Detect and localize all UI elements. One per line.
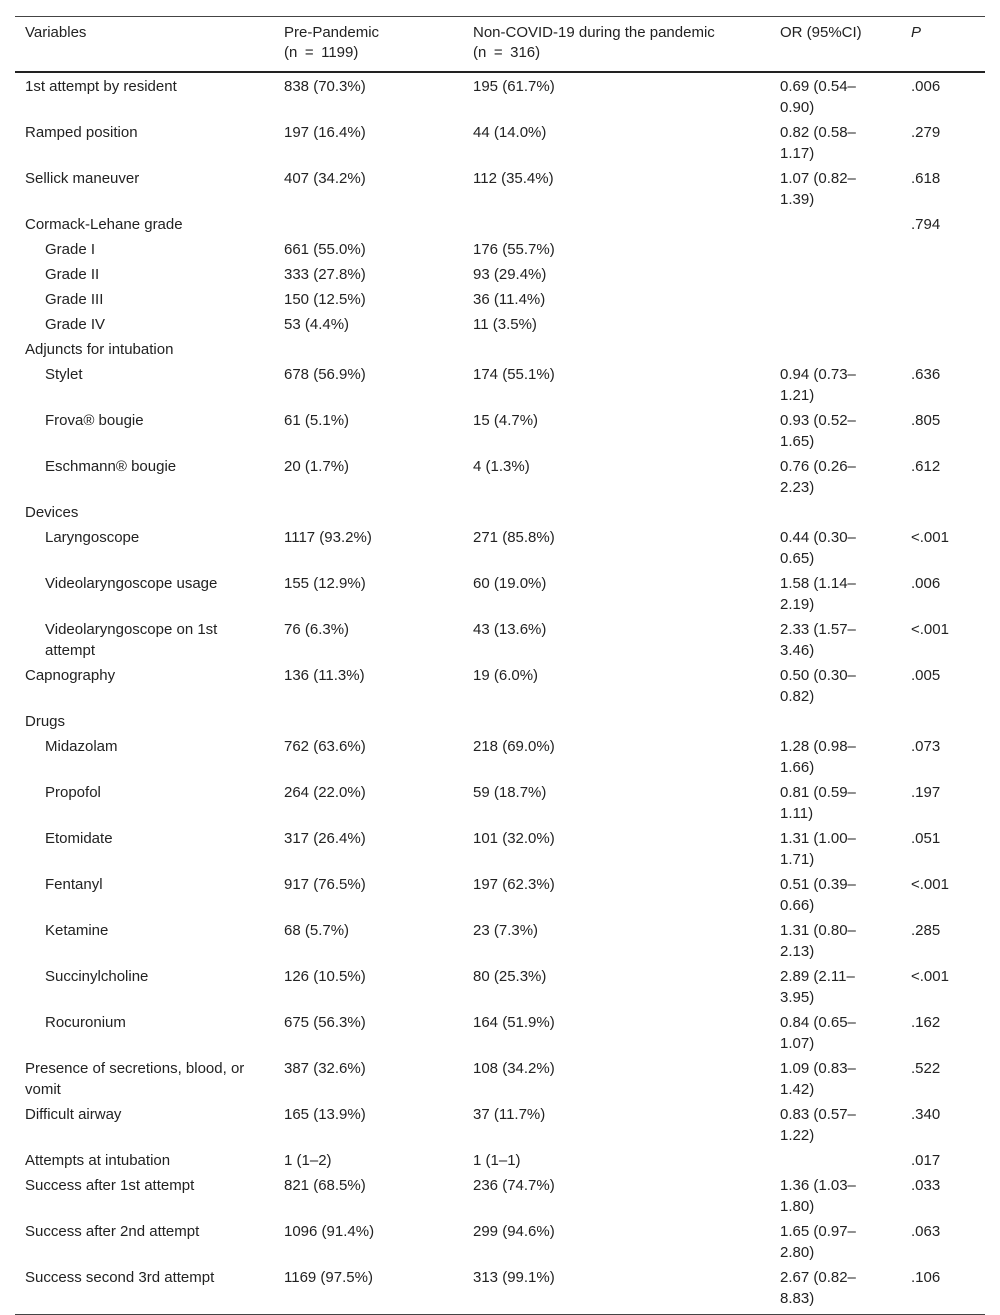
- cell-or: 1.07 (0.82– 1.39): [780, 170, 856, 208]
- cell-variable: Capnography: [25, 667, 116, 684]
- cell-or: 0.69 (0.54– 0.90): [780, 78, 856, 116]
- cell-or: [770, 337, 901, 362]
- cell-or: 2.89 (2.11– 3.95): [780, 968, 855, 1006]
- cell-p: .033: [911, 1177, 941, 1194]
- cell-pre-pandemic: 1117 (93.2%): [284, 529, 372, 546]
- cell-pre-pandemic: 1096 (91.4%): [284, 1223, 375, 1240]
- header-non-covid: [463, 17, 770, 73]
- cell-or: 1.36 (1.03– 1.80): [780, 1177, 856, 1215]
- table-row: [15, 262, 985, 287]
- table-row: [15, 663, 985, 709]
- cell-pre-pandemic: [274, 709, 463, 734]
- cell-variable: Attempts at intubation: [25, 1152, 171, 1169]
- cell-variable: Laryngoscope: [45, 529, 140, 546]
- header-p: [901, 17, 985, 73]
- cell-or: 1.31 (1.00– 1.71): [780, 830, 856, 868]
- table-row: [15, 362, 985, 408]
- cell-p: <.001: [911, 621, 949, 638]
- cell-variable: Grade II: [45, 266, 100, 283]
- cell-p: .340: [911, 1106, 941, 1123]
- table-row: [15, 454, 985, 500]
- cell-p: .051: [911, 830, 941, 847]
- cell-non-covid: 101 (32.0%): [473, 830, 555, 847]
- cell-variable: Videolaryngoscope usage: [45, 575, 218, 592]
- cell-or: 0.81 (0.59– 1.11): [780, 784, 856, 822]
- cell-non-covid: 19 (6.0%): [473, 667, 539, 684]
- cell-pre-pandemic: 53 (4.4%): [284, 316, 350, 333]
- cell-p: .106: [911, 1269, 941, 1286]
- cell-p: [901, 337, 985, 362]
- cell-non-covid: 93 (29.4%): [473, 266, 547, 283]
- cell-pre-pandemic: 678 (56.9%): [284, 366, 366, 383]
- cell-variable: Propofol: [45, 784, 101, 801]
- cell-or: [770, 237, 901, 262]
- cell-or: 0.84 (0.65– 1.07): [780, 1014, 856, 1052]
- cell-non-covid: 195 (61.7%): [473, 78, 555, 95]
- cell-pre-pandemic: 20 (1.7%): [284, 458, 350, 475]
- cell-non-covid: 176 (55.7%): [473, 241, 555, 258]
- cell-non-covid: 80 (25.3%): [473, 968, 547, 985]
- cell-variable: Succinylcholine: [45, 968, 149, 985]
- cell-non-covid: 313 (99.1%): [473, 1269, 555, 1286]
- cell-non-covid: [463, 337, 770, 362]
- cell-or: 1.58 (1.14– 2.19): [780, 575, 856, 613]
- cell-or: 0.76 (0.26– 2.23): [780, 458, 856, 496]
- cell-p: .794: [911, 216, 941, 233]
- cell-pre-pandemic: [274, 212, 463, 237]
- table-row: [15, 571, 985, 617]
- table-row: [15, 617, 985, 663]
- cell-p: [901, 500, 985, 525]
- cell-p: .197: [911, 784, 941, 801]
- cell-variable: Success after 1st attempt: [25, 1177, 195, 1194]
- cell-non-covid: 23 (7.3%): [473, 922, 539, 939]
- cell-non-covid: 60 (19.0%): [473, 575, 547, 592]
- cell-non-covid: 59 (18.7%): [473, 784, 547, 801]
- table-row: [15, 120, 985, 166]
- cell-pre-pandemic: 150 (12.5%): [284, 291, 366, 308]
- cell-p: <.001: [911, 876, 949, 893]
- cell-or: 0.94 (0.73– 1.21): [780, 366, 856, 404]
- cell-variable: Videolaryngoscope on 1st attempt: [45, 621, 218, 659]
- cell-p: [901, 312, 985, 337]
- cell-pre-pandemic: 387 (32.6%): [284, 1060, 366, 1077]
- header-pre-n: (n = 1199): [284, 44, 359, 61]
- cell-pre-pandemic: 68 (5.7%): [284, 922, 350, 939]
- cell-p: .279: [911, 124, 941, 141]
- cell-or: 0.50 (0.30– 0.82): [780, 667, 856, 705]
- table-row: [15, 287, 985, 312]
- cell-p: .636: [911, 366, 941, 383]
- cell-or: 1.65 (0.97– 2.80): [780, 1223, 856, 1261]
- cell-variable: Adjuncts for intubation: [25, 341, 174, 358]
- table-row: [15, 525, 985, 571]
- cell-p: <.001: [911, 968, 949, 985]
- cell-or: [770, 212, 901, 237]
- cell-variable: Frova® bougie: [45, 412, 144, 429]
- header-variables-label: Variables: [25, 24, 87, 41]
- table-row: [15, 500, 985, 525]
- cell-or: 0.82 (0.58– 1.17): [780, 124, 856, 162]
- cell-non-covid: 4 (1.3%): [473, 458, 530, 475]
- table-row: [15, 1173, 985, 1219]
- data-table: [15, 16, 985, 1315]
- cell-or: [770, 500, 901, 525]
- cell-pre-pandemic: 762 (63.6%): [284, 738, 366, 755]
- cell-variable: Drugs: [25, 713, 66, 730]
- cell-pre-pandemic: 126 (10.5%): [284, 968, 366, 985]
- header-variables: [15, 17, 274, 73]
- cell-p: .017: [911, 1152, 941, 1169]
- cell-non-covid: 218 (69.0%): [473, 738, 555, 755]
- table-row: [15, 408, 985, 454]
- cell-non-covid: [463, 709, 770, 734]
- table-row: [15, 1102, 985, 1148]
- cell-variable: Cormack-Lehane grade: [25, 216, 183, 233]
- table-row: [15, 237, 985, 262]
- table-row: [15, 872, 985, 918]
- cell-p: .006: [911, 78, 941, 95]
- cell-pre-pandemic: 917 (76.5%): [284, 876, 366, 893]
- header-pre-pandemic: [274, 17, 463, 73]
- cell-non-covid: 197 (62.3%): [473, 876, 555, 893]
- header-non-n: (n = 316): [473, 44, 541, 61]
- cell-p: .805: [911, 412, 941, 429]
- cell-or: 1.09 (0.83– 1.42): [780, 1060, 856, 1098]
- cell-or: [770, 1148, 901, 1173]
- table-row: [15, 312, 985, 337]
- cell-variable: Success after 2nd attempt: [25, 1223, 200, 1240]
- cell-p: .522: [911, 1060, 941, 1077]
- cell-non-covid: 236 (74.7%): [473, 1177, 555, 1194]
- cell-variable: 1st attempt by resident: [25, 78, 177, 95]
- cell-p: [901, 237, 985, 262]
- cell-pre-pandemic: 136 (11.3%): [284, 667, 365, 684]
- table-row: [15, 212, 985, 237]
- cell-non-covid: 1 (1–1): [473, 1152, 521, 1169]
- cell-pre-pandemic: 333 (27.8%): [284, 266, 366, 283]
- table-row: [15, 72, 985, 120]
- cell-pre-pandemic: 407 (34.2%): [284, 170, 366, 187]
- cell-or: 0.83 (0.57– 1.22): [780, 1106, 856, 1144]
- cell-variable: Fentanyl: [45, 876, 103, 893]
- table-row: [15, 918, 985, 964]
- cell-variable: Presence of secretions, blood, or vomit: [25, 1060, 245, 1098]
- cell-pre-pandemic: [274, 500, 463, 525]
- cell-or: 1.28 (0.98– 1.66): [780, 738, 856, 776]
- cell-variable: Difficult airway: [25, 1106, 122, 1123]
- cell-pre-pandemic: 76 (6.3%): [284, 621, 350, 638]
- cell-variable: Grade I: [45, 241, 96, 258]
- cell-or: 0.51 (0.39– 0.66): [780, 876, 856, 914]
- cell-pre-pandemic: 1 (1–2): [284, 1152, 332, 1169]
- table-row: [15, 826, 985, 872]
- cell-or: 2.33 (1.57– 3.46): [780, 621, 856, 659]
- table-row: [15, 1265, 985, 1315]
- cell-p: .063: [911, 1223, 941, 1240]
- table-row: [15, 1219, 985, 1265]
- header-or: [770, 17, 901, 73]
- cell-pre-pandemic: 317 (26.4%): [284, 830, 366, 847]
- header-row: [15, 17, 985, 73]
- cell-p: .005: [911, 667, 941, 684]
- table-body: [15, 72, 985, 1315]
- table-row: [15, 709, 985, 734]
- cell-non-covid: 108 (34.2%): [473, 1060, 555, 1077]
- cell-variable: Ketamine: [45, 922, 109, 939]
- cell-or: 0.44 (0.30– 0.65): [780, 529, 856, 567]
- cell-non-covid: 11 (3.5%): [473, 316, 537, 333]
- cell-variable: Sellick maneuver: [25, 170, 140, 187]
- cell-p: [901, 287, 985, 312]
- cell-non-covid: 43 (13.6%): [473, 621, 547, 638]
- cell-variable: Midazolam: [45, 738, 118, 755]
- cell-pre-pandemic: 838 (70.3%): [284, 78, 366, 95]
- header-pre-title: Pre-Pandemic: [284, 24, 380, 41]
- cell-p: .073: [911, 738, 941, 755]
- cell-non-covid: 164 (51.9%): [473, 1014, 555, 1031]
- header-or-label: OR (95%CI): [780, 24, 862, 41]
- cell-pre-pandemic: 661 (55.0%): [284, 241, 366, 258]
- header-p-label: P: [911, 24, 922, 41]
- table-row: [15, 734, 985, 780]
- cell-non-covid: 36 (11.4%): [473, 291, 546, 308]
- cell-pre-pandemic: 165 (13.9%): [284, 1106, 366, 1123]
- cell-non-covid: 299 (94.6%): [473, 1223, 555, 1240]
- cell-or: 2.67 (0.82– 8.83): [780, 1269, 856, 1307]
- cell-p: .612: [911, 458, 941, 475]
- cell-variable: Grade IV: [45, 316, 106, 333]
- cell-p: [901, 262, 985, 287]
- cell-p: .285: [911, 922, 941, 939]
- header-non-title: Non-COVID-19 during the pandemic: [473, 24, 715, 41]
- table-header: [15, 17, 985, 73]
- cell-variable: Stylet: [45, 366, 83, 383]
- table-row: [15, 1148, 985, 1173]
- cell-pre-pandemic: 821 (68.5%): [284, 1177, 366, 1194]
- cell-or: 1.31 (0.80– 2.13): [780, 922, 856, 960]
- cell-or: [770, 312, 901, 337]
- table-row: [15, 780, 985, 826]
- cell-pre-pandemic: 155 (12.9%): [284, 575, 366, 592]
- cell-p: [901, 709, 985, 734]
- cell-pre-pandemic: 1169 (97.5%): [284, 1269, 373, 1286]
- cell-variable: Ramped position: [25, 124, 138, 141]
- cell-variable: Grade III: [45, 291, 104, 308]
- cell-non-covid: [463, 212, 770, 237]
- cell-pre-pandemic: 197 (16.4%): [284, 124, 366, 141]
- table-row: [15, 1056, 985, 1102]
- cell-non-covid: 15 (4.7%): [473, 412, 539, 429]
- cell-or: [770, 709, 901, 734]
- cell-or: [770, 262, 901, 287]
- cell-variable: Success second 3rd attempt: [25, 1269, 215, 1286]
- cell-pre-pandemic: [274, 337, 463, 362]
- table-row: [15, 166, 985, 212]
- cell-non-covid: 37 (11.7%): [473, 1106, 546, 1123]
- cell-variable: Eschmann® bougie: [45, 458, 177, 475]
- cell-pre-pandemic: 264 (22.0%): [284, 784, 366, 801]
- cell-pre-pandemic: 61 (5.1%): [284, 412, 350, 429]
- cell-variable: Rocuronium: [45, 1014, 126, 1031]
- cell-p: .162: [911, 1014, 941, 1031]
- table-row: [15, 1010, 985, 1056]
- table-container: [15, 16, 985, 1315]
- cell-non-covid: 271 (85.8%): [473, 529, 555, 546]
- cell-variable: Devices: [25, 504, 79, 521]
- cell-p: .618: [911, 170, 941, 187]
- cell-pre-pandemic: 675 (56.3%): [284, 1014, 366, 1031]
- table-row: [15, 337, 985, 362]
- cell-or: [770, 287, 901, 312]
- cell-non-covid: [463, 500, 770, 525]
- cell-or: 0.93 (0.52– 1.65): [780, 412, 856, 450]
- cell-p: <.001: [911, 529, 949, 546]
- table-row: [15, 964, 985, 1010]
- cell-variable: Etomidate: [45, 830, 113, 847]
- cell-non-covid: 174 (55.1%): [473, 366, 555, 383]
- cell-non-covid: 44 (14.0%): [473, 124, 547, 141]
- cell-non-covid: 112 (35.4%): [473, 170, 554, 187]
- cell-p: .006: [911, 575, 941, 592]
